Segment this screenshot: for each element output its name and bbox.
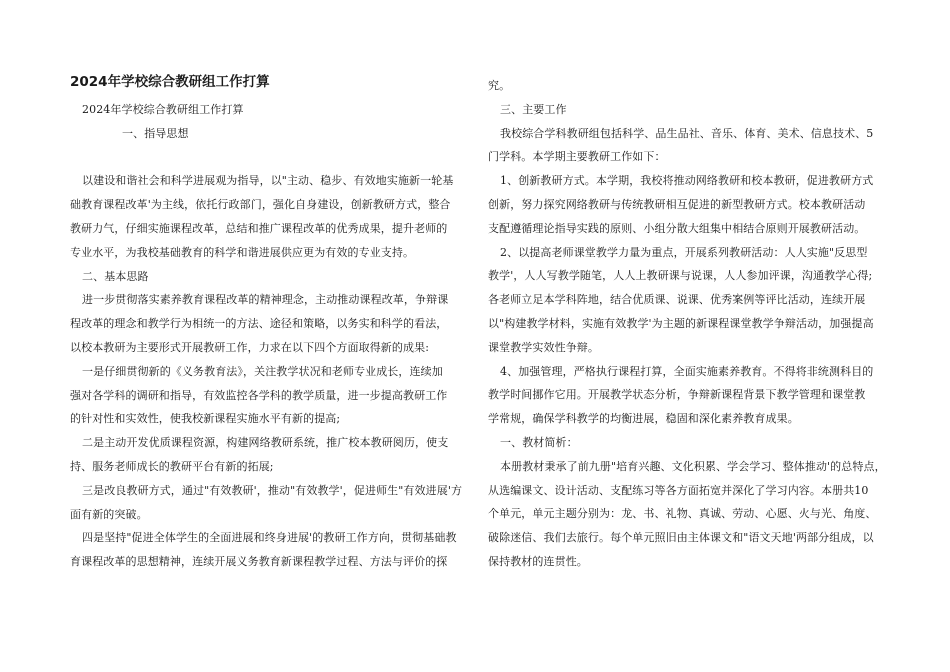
- text-line: 各老师立足本学科阵地，结合优质课、说课、优秀案例等评比活动，连续开展: [488, 293, 866, 307]
- text-line: 持、服务老师成长的教研平台有新的拓展;: [70, 459, 274, 473]
- text-line: 从选编课文、设计活动、支配练习等各方面拓宽并深化了学习内容。本册共10: [488, 483, 869, 497]
- text-line: 支配遵循理论指导实践的原则、小组分散大组集中相结合原则开展教研活动。: [488, 221, 866, 235]
- text-line: 以建设和谐社会和科学进展观为指导，以"主动、稳步、有效地实施新一轮基: [82, 174, 454, 188]
- text-line: 三、主要工作: [500, 102, 567, 116]
- text-line: 本册教材秉承了前九册"培育兴趣、文化积累、学会学习、整体推动'的总特点，: [500, 459, 886, 473]
- text-line: 课堂教学实效性争辩。: [488, 340, 599, 354]
- text-line: [70, 146, 460, 170]
- text-line: 门学科。本学期主要教研工作如下：: [488, 150, 666, 164]
- text-line: 强对各学科的调研和指导，有效监控各学科的教学质量，进一步提高教研工作: [70, 388, 448, 402]
- text-line: 二是主动开发优质课程资源，构建网络教研系统，推广校本教研阅历，使支: [82, 436, 449, 450]
- text-line: 育课程改革的思想精神，连续开展义务教育新课程教学过程、方法与评价的探: [70, 555, 448, 569]
- text-line: 一是仔细贯彻新的《义务教育法》，关注教学状况和老师专业成长，连续加: [82, 364, 443, 378]
- text-line: 我校综合学科教研组包括科学、品生品社、音乐、体育、美术、信息技术、5: [500, 126, 874, 140]
- left-column: [70, 98, 463, 574]
- text-line: 个单元，单元主题分别为：龙、书、礼物、真诚、劳动、心愿、火与光、角度、: [488, 507, 877, 521]
- right-column: [488, 74, 886, 574]
- text-line: 破除迷信、我们去旅行。每个单元照旧由主体课文和"语文天地'两部分组成，以: [488, 531, 874, 545]
- document-title: 2024年学校综合教研组工作打算: [70, 74, 270, 90]
- text-line: 面有新的突破。: [70, 507, 148, 521]
- text-line: 教学'，人人写教学随笔，人人上教研课与说课，人人参加评课，沟通教学心得;: [488, 269, 873, 283]
- text-line: 三是改良教研方式，通过"有效教研'，推动"有效教学'，促进师生"有效进展'方: [82, 483, 463, 497]
- text-line: 教学时间挪作它用。开展教学状态分析，争辩新课程背景下教学管理和课堂教: [488, 388, 866, 402]
- text-line: 进一步贯彻落实素养教育课程改革的精神理念，主动推动课程改革，争辩课: [82, 293, 449, 307]
- text-line: 学常规，确保学科教学的均衡进展，稳固和深化素养教育成果。: [488, 412, 799, 426]
- text-line: 的针对性和实效性，使我校新课程实施水平有新的提高;: [70, 412, 341, 426]
- text-line: 一、教材简析：: [500, 435, 578, 449]
- text-line: 究。: [488, 79, 511, 92]
- text-line: 础教育课程改革'为主线，依托行政部门，强化自身建设，创新教研方式，整合: [70, 198, 451, 212]
- text-line: 以校本教研为主要形式开展教研工作，力求在以下四个方面取得新的成果:: [70, 340, 430, 354]
- text-line: 二、基本思路: [82, 269, 149, 283]
- text-line: 保持教材的连贯性。: [488, 554, 588, 568]
- text-line: 程改革的理念和教学行为相统一的方法、途径和策略，以务实和科学的看法，: [70, 317, 448, 331]
- text-line: 2024年学校综合教研组工作打算: [82, 103, 244, 116]
- text-line: 创新，努力探究网络教研与传统教研相互促进的新型教研方式。校本教研活动: [488, 197, 866, 211]
- text-line: 2、以提高老师课堂教学力量为重点，开展系列教研活动：人人实施"反思型: [500, 245, 868, 259]
- text-line: 四是坚持"促进全体学生的全面进展和终身进展'的教研工作方向，贯彻基础教: [82, 531, 457, 545]
- text-line: 一、指导思想: [122, 126, 189, 140]
- text-line: 教研力气，仔细实施课程改革，总结和推广课程改革的优秀成果，提升老师的: [70, 221, 448, 235]
- text-line: 1、创新教研方式。本学期，我校将推动网络教研和校本教研，促进教研方式: [500, 174, 874, 188]
- text-line: 4、加强管理，严格执行课程打算，全面实施素养教育。不得将非统测科目的: [500, 364, 874, 378]
- text-line: 专业水平，为我校基础教育的科学和谐进展供应更为有效的专业支持。: [70, 245, 415, 259]
- text-line: 以"构建教学材料，实施有效教学'为主题的新课程课堂教学争辩活动，加强提高: [488, 316, 874, 330]
